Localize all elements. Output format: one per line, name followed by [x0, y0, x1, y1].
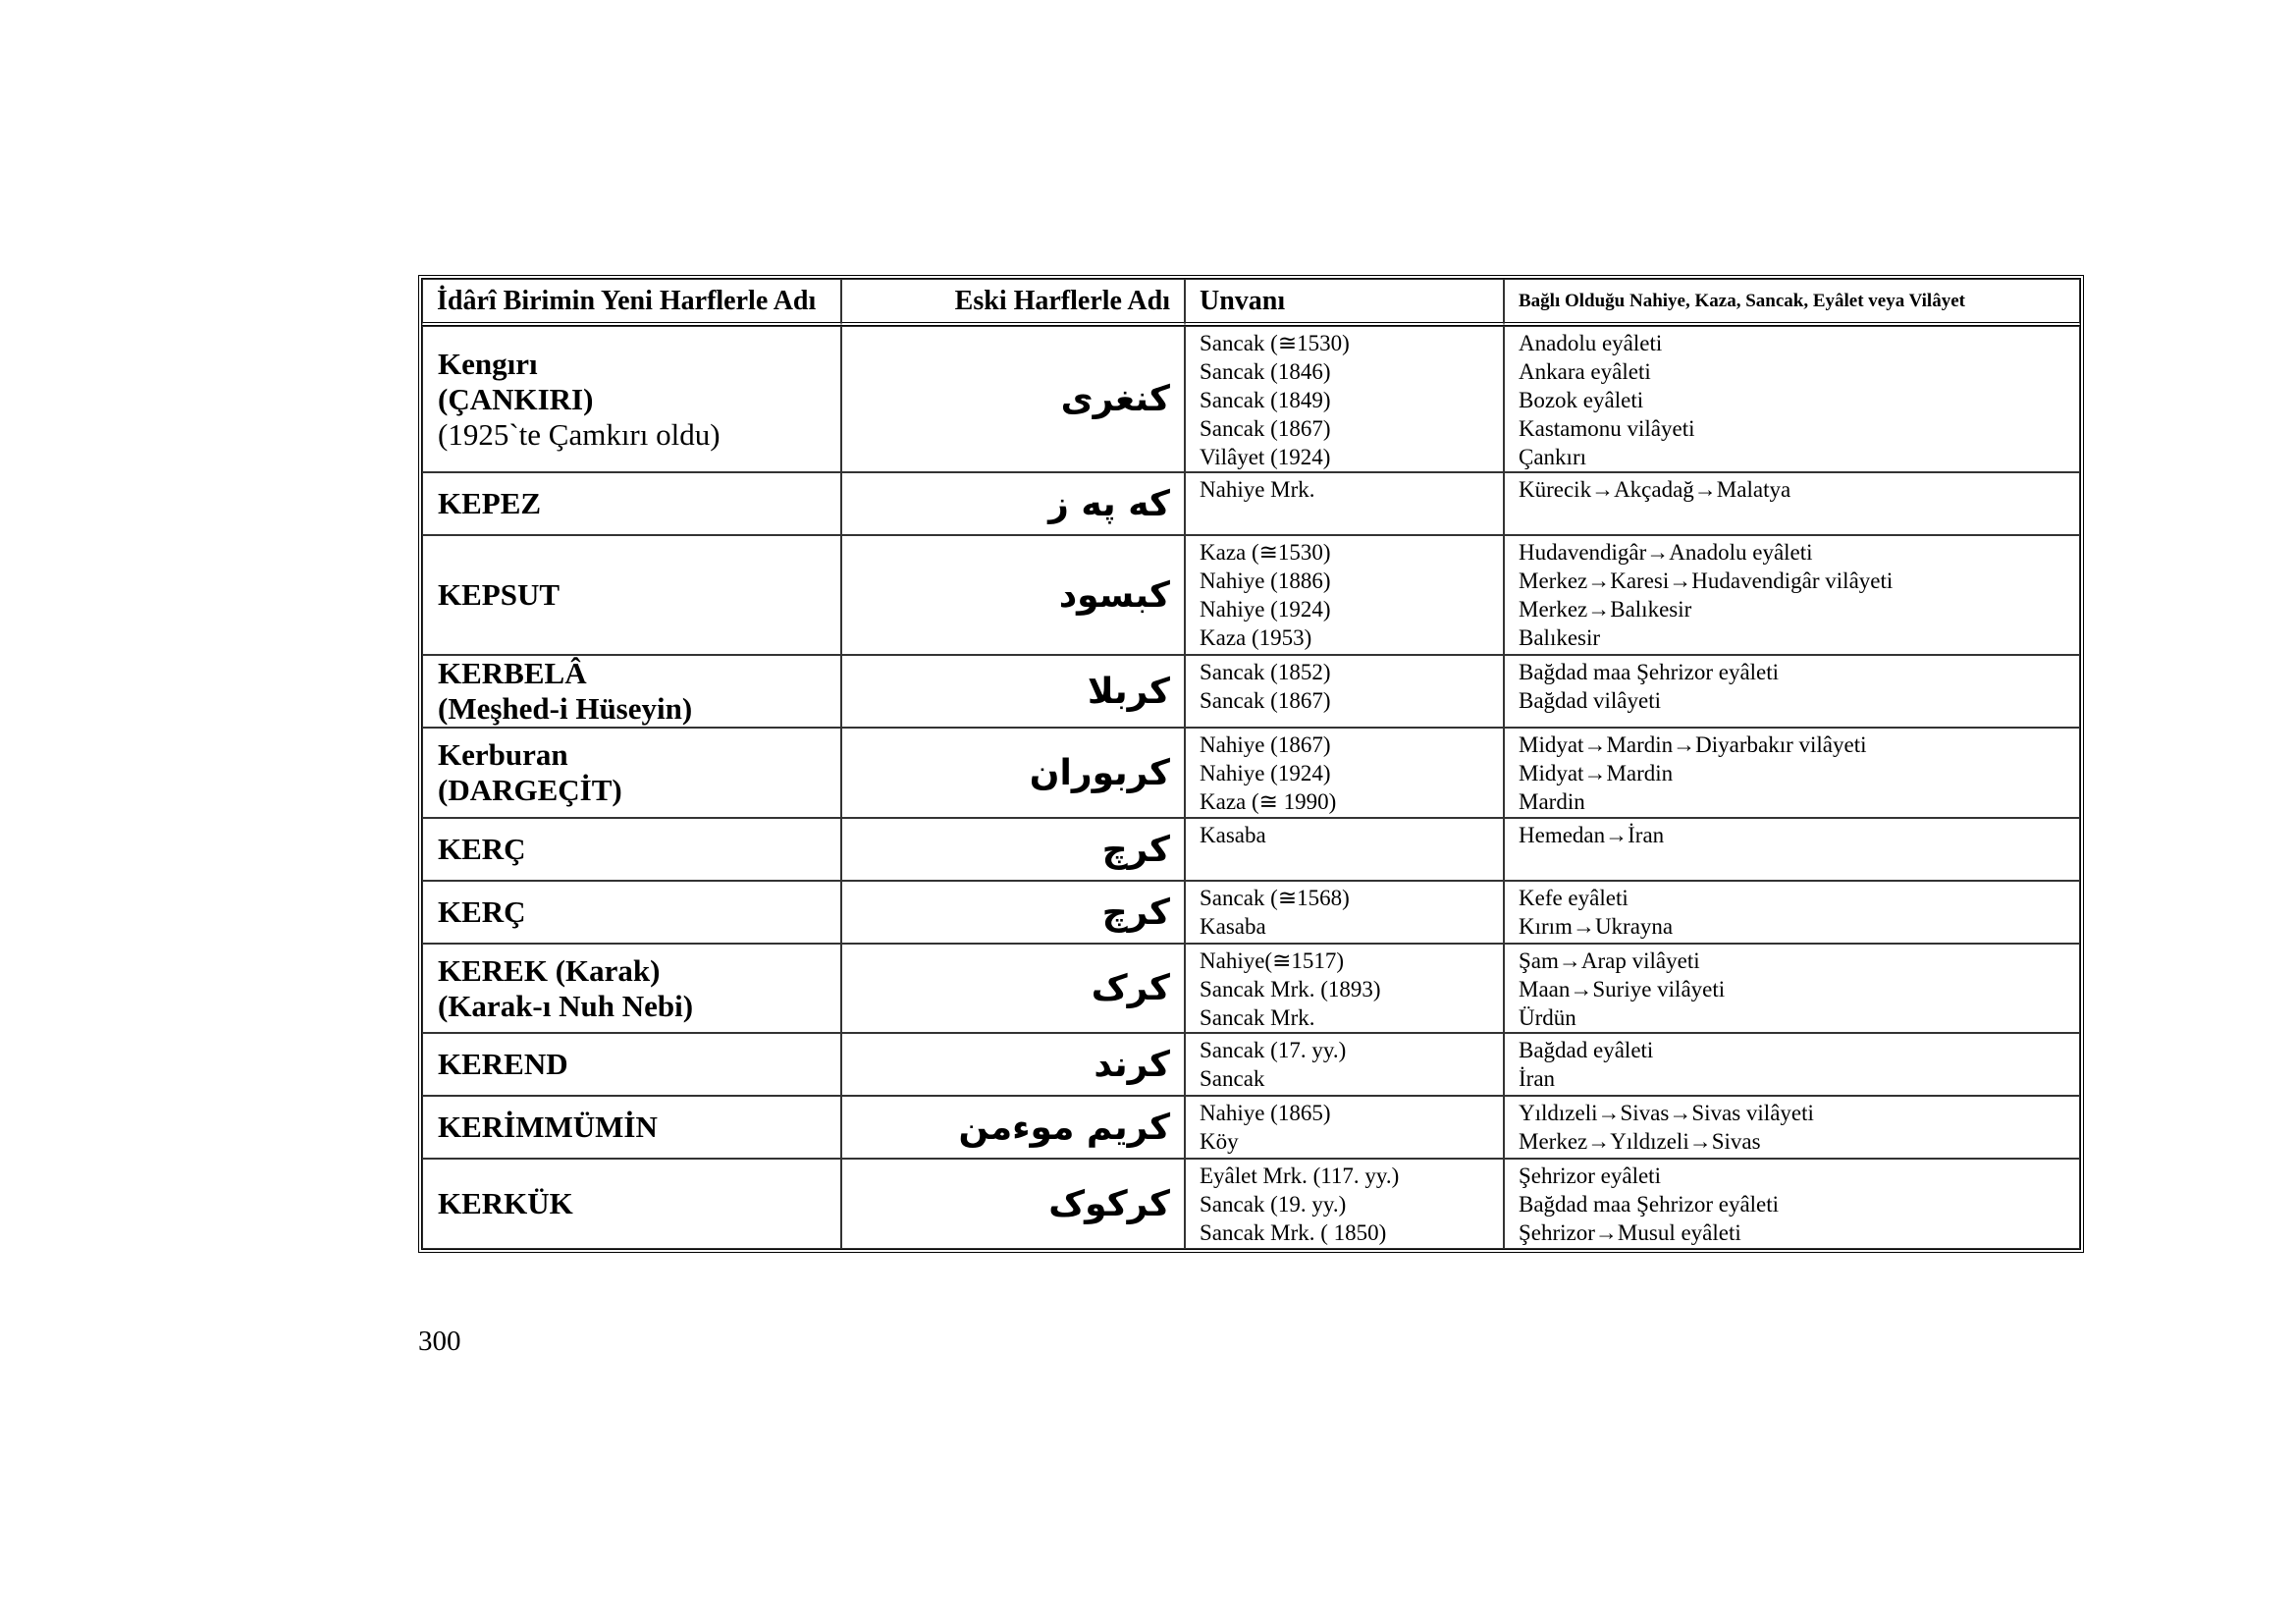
- table-header-row: [422, 279, 2080, 326]
- title-cell-line: Sancak (1852): [1200, 660, 1331, 684]
- unit-name: KERKÜK: [438, 1186, 573, 1220]
- table-row: [422, 1033, 2080, 1096]
- title-cell: [1185, 1033, 1504, 1096]
- title-cell-line: Nahiye (1867): [1200, 732, 1331, 757]
- title-cell-line: Nahiye Mrk.: [1200, 477, 1315, 502]
- affiliation-cell: [1504, 1096, 2080, 1159]
- title-cell-line: Sancak (≅1530): [1200, 331, 1350, 355]
- title-cell-line: Sancak (1867): [1200, 688, 1331, 713]
- affiliation-cell-line: Bağdad maa Şehrizor eyâleti: [1519, 1192, 1780, 1217]
- title-cell-line: Nahiye (1886): [1200, 568, 1331, 593]
- unit-name-cell: [422, 944, 841, 1033]
- ottoman-name-cell: كرک: [841, 944, 1185, 1033]
- affiliation-cell-line: Yıldızeli→Sivas→Sivas vilâyeti: [1519, 1101, 1814, 1125]
- table-row: [422, 818, 2080, 881]
- title-cell-line: Sancak (1849): [1200, 388, 1331, 412]
- affiliation-cell-line: Maan→Suriye vilâyeti: [1519, 977, 1726, 1001]
- affiliation-cell-line: Bağdad maa Şehrizor eyâleti: [1519, 660, 1780, 684]
- table-row: [422, 728, 2080, 818]
- affiliation-cell-line: Merkez→Balıkesir: [1519, 597, 1692, 622]
- affiliation-cell-line: Bağdad vilâyeti: [1519, 688, 1661, 713]
- table-row: [422, 1096, 2080, 1159]
- unit-name-cell: [422, 655, 841, 728]
- affiliation-cell-line: Anadolu eyâleti: [1519, 331, 1663, 355]
- affiliation-cell-line: Hemedan→İran: [1519, 823, 1665, 847]
- title-cell-line: Kaza (1953): [1200, 625, 1312, 650]
- affiliation-cell: [1504, 1033, 2080, 1096]
- title-cell-line: Kaza (≅1530): [1200, 540, 1331, 565]
- title-cell-line: Sancak (1846): [1200, 359, 1331, 384]
- unit-name-note: (1925`te Çamkırı oldu): [438, 416, 721, 452]
- affiliation-cell: [1504, 1159, 2080, 1249]
- title-cell-line: Sancak Mrk. ( 1850): [1200, 1220, 1387, 1245]
- unit-name: KERÇ: [438, 894, 526, 929]
- ottoman-name-cell: كربوران: [841, 728, 1185, 818]
- unit-name: (Meşhed-i Hüseyin): [438, 691, 693, 726]
- page-number: 300: [418, 1326, 461, 1357]
- title-cell: [1185, 728, 1504, 818]
- title-cell-line: Kasaba: [1200, 823, 1266, 847]
- title-cell: [1185, 944, 1504, 1033]
- affiliation-cell-line: Çankırı: [1519, 445, 1586, 469]
- unit-name: KEPEZ: [438, 486, 542, 520]
- title-cell-line: Sancak (19. yy.): [1200, 1192, 1347, 1217]
- unit-name-cell: [422, 535, 841, 655]
- title-cell-line: Sancak: [1200, 1066, 1265, 1091]
- header-old-name: Eski Harflerle Adı: [841, 279, 1185, 326]
- affiliation-cell-line: Şehrizor→Musul eyâleti: [1519, 1220, 1741, 1245]
- title-cell-line: Köy: [1200, 1129, 1239, 1154]
- affiliation-cell-line: Kefe eyâleti: [1519, 886, 1629, 910]
- header-title: Unvanı: [1185, 279, 1504, 326]
- unit-name: (DARGEÇİT): [438, 773, 622, 807]
- title-cell: [1185, 881, 1504, 944]
- unit-name: (ÇANKIRI): [438, 381, 594, 416]
- affiliation-cell-line: Hudavendigâr→Anadolu eyâleti: [1519, 540, 1813, 565]
- title-cell-line: Sancak (≅1568): [1200, 886, 1350, 910]
- unit-name-cell: [422, 881, 841, 944]
- ottoman-name-cell: كربلا: [841, 655, 1185, 728]
- ottoman-name-cell: كرند: [841, 1033, 1185, 1096]
- unit-name-cell: [422, 1159, 841, 1249]
- title-cell: [1185, 1096, 1504, 1159]
- ottoman-name-cell: كبسود: [841, 535, 1185, 655]
- ottoman-name-cell: كرچ: [841, 881, 1185, 944]
- unit-name: KEPSUT: [438, 577, 561, 612]
- unit-name: KEREK (Karak): [438, 952, 661, 988]
- header-new-name: İdârî Birimin Yeni Harflerle Adı: [422, 279, 841, 326]
- unit-name: (Karak-ı Nuh Nebi): [438, 988, 694, 1023]
- table-body: [422, 326, 2080, 1249]
- title-cell-line: Nahiye(≅1517): [1200, 948, 1345, 973]
- table-row: [422, 472, 2080, 535]
- affiliation-cell: [1504, 818, 2080, 881]
- ottoman-name-cell: كه په ز: [841, 472, 1185, 535]
- header-affiliation: Bağlı Olduğu Nahiye, Kaza, Sancak, Eyâlet veya Vilâyet: [1504, 279, 2080, 326]
- affiliation-cell-line: Kürecik→Akçadağ→Malatya: [1519, 477, 1791, 502]
- title-cell-line: Kasaba: [1200, 914, 1266, 939]
- ottoman-name-cell: كنغرى: [841, 326, 1185, 472]
- title-cell-line: Sancak (1867): [1200, 416, 1331, 441]
- unit-name: KEREND: [438, 1047, 568, 1081]
- title-cell: [1185, 655, 1504, 728]
- administrative-units-table: [418, 275, 2084, 1253]
- title-cell: [1185, 472, 1504, 535]
- affiliation-cell-line: Midyat→Mardin→Diyarbakır vilâyeti: [1519, 732, 1867, 757]
- affiliation-cell: [1504, 326, 2080, 472]
- table-row: [422, 655, 2080, 728]
- affiliation-cell: [1504, 535, 2080, 655]
- affiliation-cell-line: Balıkesir: [1519, 625, 1601, 650]
- affiliation-cell: [1504, 728, 2080, 818]
- title-cell-line: Vilâyet (1924): [1200, 445, 1331, 469]
- affiliation-cell-line: Merkez→Yıldızeli→Sivas: [1519, 1129, 1761, 1154]
- unit-name: KERİMMÜMİN: [438, 1110, 658, 1144]
- title-cell-line: Nahiye (1924): [1200, 597, 1331, 622]
- unit-name-cell: [422, 728, 841, 818]
- table-row: [422, 326, 2080, 472]
- affiliation-cell-line: Kastamonu vilâyeti: [1519, 416, 1695, 441]
- title-cell: [1185, 1159, 1504, 1249]
- affiliation-cell-line: Şehrizor eyâleti: [1519, 1164, 1661, 1188]
- ottoman-name-cell: كرچ: [841, 818, 1185, 881]
- title-cell-line: Sancak Mrk. (1893): [1200, 977, 1381, 1001]
- affiliation-cell-line: Bağdad eyâleti: [1519, 1038, 1654, 1062]
- title-cell-line: Eyâlet Mrk. (117. yy.): [1200, 1164, 1400, 1188]
- affiliation-cell-line: Bozok eyâleti: [1519, 388, 1644, 412]
- unit-name-cell: [422, 1096, 841, 1159]
- affiliation-cell-line: Ürdün: [1519, 1005, 1576, 1030]
- title-cell: [1185, 535, 1504, 655]
- table-row: [422, 535, 2080, 655]
- title-cell-line: Kaza (≅ 1990): [1200, 789, 1337, 814]
- unit-name-cell: [422, 472, 841, 535]
- affiliation-cell: [1504, 655, 2080, 728]
- affiliation-cell-line: Ankara eyâleti: [1519, 359, 1651, 384]
- title-cell: [1185, 818, 1504, 881]
- unit-name: Kengırı: [438, 346, 538, 381]
- affiliation-cell: [1504, 472, 2080, 535]
- table-row: [422, 881, 2080, 944]
- title-cell: [1185, 326, 1504, 472]
- affiliation-cell-line: İran: [1519, 1066, 1556, 1091]
- ottoman-name-cell: كريم موءمن: [841, 1096, 1185, 1159]
- unit-name: KERÇ: [438, 832, 526, 866]
- title-cell-line: Sancak (17. yy.): [1200, 1038, 1347, 1062]
- title-cell-line: Sancak Mrk.: [1200, 1005, 1315, 1030]
- affiliation-cell-line: Mardin: [1519, 789, 1585, 814]
- unit-name-cell: [422, 326, 841, 472]
- unit-name: KERBELÂ: [438, 656, 587, 690]
- unit-name: Kerburan: [438, 737, 568, 772]
- ottoman-name-cell: كركوک: [841, 1159, 1185, 1249]
- affiliation-cell-line: Merkez→Karesi→Hudavendigâr vilâyeti: [1519, 568, 1894, 593]
- table-row: [422, 1159, 2080, 1249]
- affiliation-cell-line: Şam→Arap vilâyeti: [1519, 948, 1700, 973]
- title-cell-line: Nahiye (1924): [1200, 761, 1331, 785]
- affiliation-cell-line: Midyat→Mardin: [1519, 761, 1674, 785]
- affiliation-cell: [1504, 944, 2080, 1033]
- title-cell-line: Nahiye (1865): [1200, 1101, 1331, 1125]
- affiliation-cell-line: Kırım→Ukrayna: [1519, 914, 1674, 939]
- affiliation-cell: [1504, 881, 2080, 944]
- unit-name-cell: [422, 1033, 841, 1096]
- unit-name-cell: [422, 818, 841, 881]
- table-row: [422, 944, 2080, 1033]
